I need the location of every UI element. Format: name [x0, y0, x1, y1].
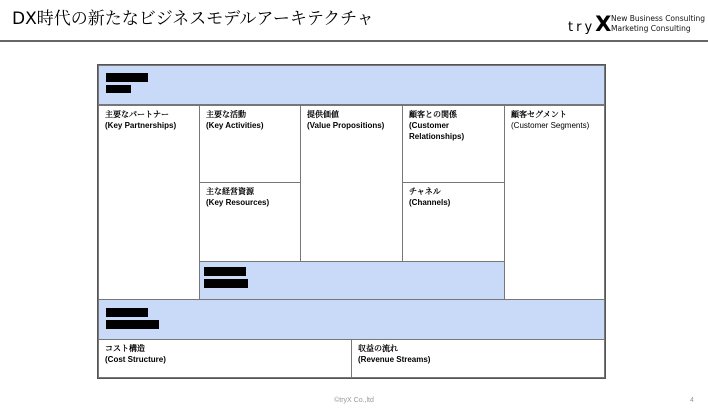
- redacted-block: [204, 279, 248, 288]
- cell-key-activities: [199, 105, 301, 183]
- brand-logo-big: X: [595, 12, 612, 36]
- cell-title: コスト構造: [105, 344, 145, 353]
- cell-title: 顧客セグメント: [511, 110, 567, 119]
- cell-title: 主要なパートナー: [105, 110, 169, 119]
- brand-tagline-line-1: New Business Consulting: [611, 14, 706, 23]
- cell-title: チャネル: [409, 187, 441, 196]
- cell-subtitle: (Key Activities): [206, 121, 264, 130]
- header-divider: [0, 40, 708, 42]
- cell-customer-segments: [504, 105, 605, 300]
- page-number: 4: [690, 397, 694, 404]
- cell-revenue-streams: [351, 339, 605, 378]
- cell-subtitle: (Value Propositions): [307, 121, 385, 130]
- middle-band: [199, 261, 505, 300]
- slide-title: DX時代の新たなビジネスモデルアーキテクチャ: [12, 9, 374, 29]
- redacted-block: [106, 73, 148, 82]
- brand-logo-small: try: [568, 20, 596, 35]
- lower-band: [98, 299, 605, 340]
- redacted-block: [106, 85, 131, 93]
- cell-subtitle: (Customer Relationships): [409, 121, 465, 141]
- redacted-block: [106, 320, 159, 329]
- cell-cost-structure: [98, 339, 352, 378]
- footer-copyright: ©tryX Co.,ltd: [334, 397, 374, 404]
- cell-customer-relationships: [402, 105, 505, 183]
- brand-tagline-line-2: Marketing Consulting: [611, 24, 691, 33]
- brand-logo: [568, 12, 612, 36]
- cell-key-resources: [199, 182, 301, 262]
- redacted-block: [106, 308, 148, 317]
- redacted-block: [204, 267, 246, 276]
- brand-tagline: [611, 14, 705, 34]
- cell-subtitle: (Channels): [409, 198, 451, 207]
- business-model-canvas: [97, 64, 606, 379]
- cell-subtitle: (Key Partnerships): [105, 121, 177, 130]
- cell-subtitle: (Customer Segments): [511, 121, 590, 130]
- cell-subtitle: (Key Resources): [206, 198, 270, 207]
- cell-title: 提供価値: [307, 110, 339, 119]
- cell-title: 収益の流れ: [358, 344, 398, 353]
- cell-title: 主要な活動: [206, 110, 246, 119]
- cell-channels: [402, 182, 505, 262]
- cell-subtitle: (Revenue Streams): [358, 355, 431, 364]
- cell-key-partners: [98, 105, 200, 300]
- top-band: [98, 65, 605, 105]
- cell-subtitle: (Cost Structure): [105, 355, 166, 364]
- cell-value-propositions: [300, 105, 403, 262]
- cell-title: 主な経営資源: [206, 187, 254, 196]
- cell-title: 顧客との関係: [409, 110, 457, 119]
